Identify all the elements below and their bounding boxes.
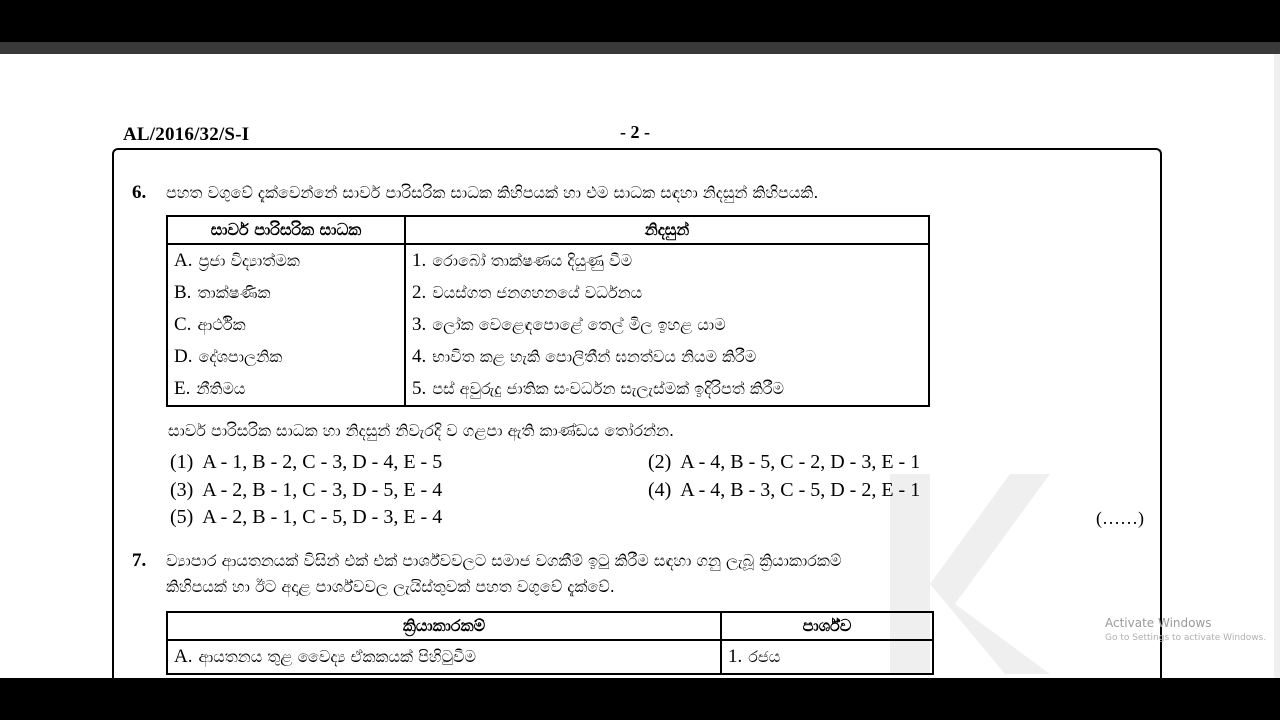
viewer-toolbar-strip: [0, 42, 1280, 54]
table-row: [167, 373, 929, 406]
row-label: 2.: [412, 282, 427, 303]
option-number: (5): [170, 506, 194, 528]
option-number: (4): [648, 479, 672, 501]
option-5: [170, 506, 442, 529]
table-row: [167, 640, 933, 674]
option-text: A - 2, B - 1, C - 5, D - 3, E - 4: [202, 506, 443, 528]
table-header-activities: ක්‍රියාකාරකම්: [167, 612, 721, 640]
factor-text: දේශපාලනික: [198, 347, 283, 366]
question-7-stem-line1: ව්‍යාපාර ආයතනයක් විසින් එක් එක් පාර්ශ්වවලට සමාජ වගකීම් ඉටු කිරීම සඳහා ගනු ලැබූ ක්‍රියාකාරකම්: [166, 551, 842, 570]
factor-text: නීතිමය: [196, 379, 246, 398]
table-row: [167, 244, 929, 277]
option-1: [170, 451, 442, 474]
question-6-table: [166, 215, 930, 407]
answer-placeholder: (……): [1096, 508, 1144, 528]
activity-text: ආයතනය තුළ වෛද්‍ය ඒකකයක් පිහිටුවීම: [198, 647, 477, 666]
option-text: A - 1, B - 2, C - 3, D - 4, E - 5: [202, 451, 443, 473]
row-label: 3.: [412, 314, 427, 335]
row-label: 4.: [412, 346, 427, 367]
factor-text: තාක්ෂණික: [197, 283, 271, 302]
option-2: [648, 451, 920, 474]
question-7-table: [166, 611, 934, 675]
table-header-factors: සාර්ව පාරිසරික සාධක: [167, 216, 405, 244]
option-4: [648, 479, 920, 502]
factor-text: ප්‍රජා විද්‍යාත්මක: [198, 251, 300, 270]
activate-windows-title: Activate Windows: [1105, 616, 1212, 630]
option-number: (3): [170, 479, 194, 501]
party-text: රජය: [748, 647, 781, 666]
page-number: - 2 -: [620, 122, 650, 142]
document-page[interactable]: [0, 54, 1280, 678]
question-7-number: 7.: [132, 550, 147, 571]
example-text: පස් අවුරුදු ජාතික සංවර්ධන සැලැස්මක් ඉදිරිපත් කිරීම: [432, 379, 785, 398]
option-3: [170, 479, 442, 502]
row-label: 1.: [728, 646, 743, 667]
viewer-bottom-bar: [0, 678, 1280, 720]
factor-text: ආර්ථික: [197, 315, 246, 334]
example-text: ලෝක වෙළෙඳපොළේ තෙල් මිල ඉහළ යාම: [432, 315, 726, 334]
row-label: C.: [174, 314, 192, 335]
option-text: A - 2, B - 1, C - 3, D - 5, E - 4: [202, 479, 443, 501]
table-header-parties: පාර්ශ්ව: [721, 612, 933, 640]
option-text: A - 4, B - 5, C - 2, D - 3, E - 1: [680, 451, 921, 473]
exam-code: AL/2016/32/S-I: [123, 124, 250, 145]
option-number: (2): [648, 451, 672, 473]
question-6-number: 6.: [132, 182, 147, 203]
row-label: 5.: [412, 378, 427, 399]
example-text: භාවිත කළ හැකි පොලිතීන් ඝනත්වය නියම කිරීම: [432, 347, 757, 366]
table-header-examples: නිදසුන්: [405, 216, 929, 244]
vertical-scrollbar[interactable]: [1274, 54, 1280, 678]
activate-windows-subtitle: Go to Settings to activate Windows.: [1105, 633, 1267, 643]
row-label: B.: [174, 282, 192, 303]
row-label: A.: [174, 250, 193, 271]
table-row: [167, 309, 929, 341]
row-label: A.: [174, 646, 193, 667]
question-6-instruction: සාර්ව පාරිසරික සාධක හා නිදසුන් නිවැරදි ව ගළපා ඇති කාණ්ඩය තෝරන්න.: [168, 421, 675, 440]
question-6-stem: පහත වගුවේ දැක්වෙන්නේ සාර්ව පාරිසරික සාධක කිහිපයක් හා එම සාධක සඳහා නිදසුන් කිහිපයකි.: [166, 183, 819, 202]
viewer-top-bar: [0, 0, 1280, 42]
row-label: 1.: [412, 250, 427, 271]
question-7-stem-line2: කිහිපයක් හා ඊට අදාළ පාර්ශ්වවල ලැයිස්තුවක් පහත වගුවේ දැක්වේ.: [166, 577, 615, 596]
example-text: වයස්ගත ජනගහනයේ වර්ධනය: [432, 283, 643, 302]
option-text: A - 4, B - 3, C - 5, D - 2, E - 1: [680, 479, 921, 501]
row-label: E.: [174, 378, 191, 399]
table-row: [167, 277, 929, 309]
table-row: [167, 341, 929, 373]
row-label: D.: [174, 346, 193, 367]
option-number: (1): [170, 451, 194, 473]
example-text: රොබෝ තාක්ෂණය දියුණු වීම: [432, 251, 633, 270]
